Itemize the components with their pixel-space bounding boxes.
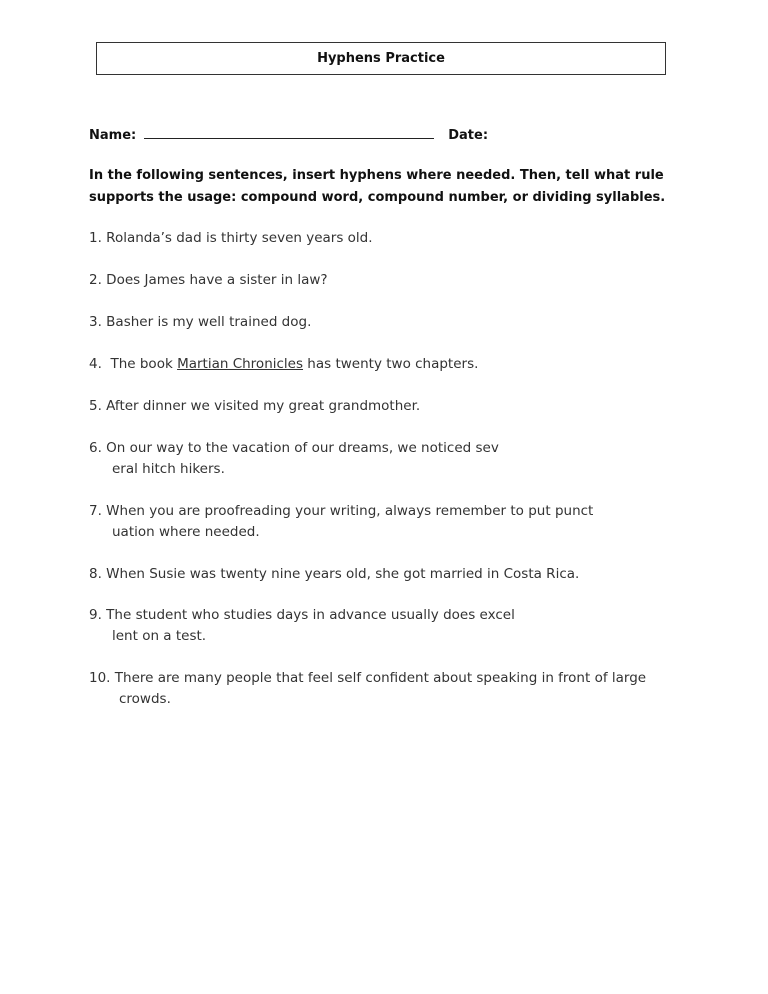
question-text: 2. Does James have a sister in law? <box>89 272 328 288</box>
question-8 <box>89 564 579 585</box>
question-text: 6. On our way to the vacation of our dreams, we noticed sev <box>89 440 499 456</box>
question-4 <box>89 354 478 375</box>
page-title: Hyphens Practice <box>317 51 445 66</box>
question-text <box>89 354 478 375</box>
question-text-pre: 4. The book <box>89 356 178 372</box>
question-text: 7. When you are proofreading your writing, always remember to put punct <box>89 503 594 519</box>
name-date-row <box>89 124 488 143</box>
question-6 <box>89 438 499 480</box>
question-7 <box>89 501 593 543</box>
question-text: 3. Basher is my well trained dog. <box>89 314 312 330</box>
question-text-continued: uation where needed. <box>112 524 260 540</box>
question-5 <box>89 396 420 417</box>
date-label: Date: <box>448 128 489 143</box>
book-title: Martian Chronicles <box>177 356 304 372</box>
question-text: 10. There are many people that feel self confident about speaking in front of large <box>89 670 647 686</box>
name-label: Name: <box>89 128 137 143</box>
question-10 <box>89 668 646 710</box>
name-blank-line <box>144 124 434 139</box>
question-text-continued: eral hitch hikers. <box>112 461 225 477</box>
title-box <box>96 42 666 75</box>
question-text: 1. Rolanda’s dad is thirty seven years old. <box>89 230 373 246</box>
question-9 <box>89 605 515 647</box>
instructions: In the following sentences, insert hyphens where needed. Then, tell what rule supports the usage: compound word, compound number, or dividing syllables. <box>89 168 666 205</box>
question-text-continued: crowds. <box>119 691 171 707</box>
question-text: 8. When Susie was twenty nine years old, she got married in Costa Rica. <box>89 566 580 582</box>
question-text-post: has twenty two chapters. <box>303 356 479 372</box>
question-text: 9. The student who studies days in advance usually does excel <box>89 607 515 623</box>
question-text: 5. After dinner we visited my great grandmother. <box>89 398 421 414</box>
question-1 <box>89 228 373 249</box>
question-text-continued: lent on a test. <box>112 628 207 644</box>
question-2 <box>89 270 328 291</box>
question-3 <box>89 312 311 333</box>
